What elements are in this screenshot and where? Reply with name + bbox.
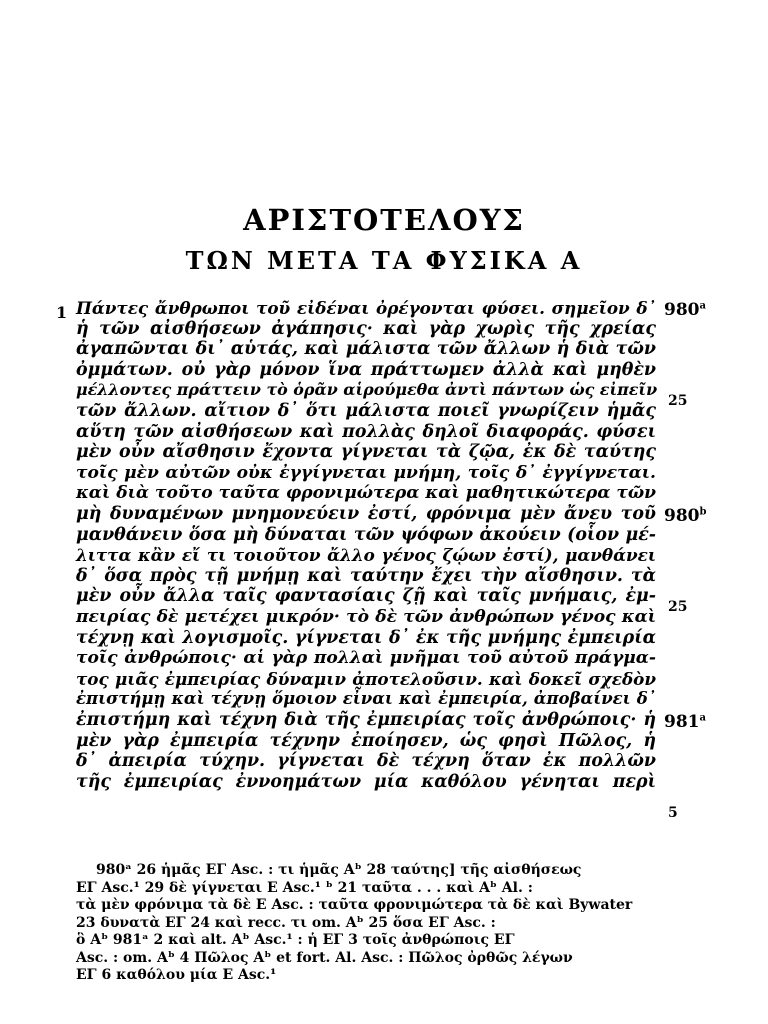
text-line: μέλλοντες πράττειν τὸ ὁρᾶν αἱρούμεθα ἀντὶ πάντων ὡς εἰπεῖν [76, 380, 658, 400]
apparatus-line: ὃ Aᵇ 981ᵃ 2 καὶ alt. Aᵇ Asc.¹ : ἡ ΕΓ 3 τοῖς ἀνθρώποις ΕΓ [76, 932, 515, 948]
line-number-25: 25 [668, 599, 688, 615]
text-line: αὕτη τῶν αἰσθήσεων καὶ πολλὰς δηλοῖ διαφοράς. φύσει [76, 421, 656, 442]
apparatus-line: 980ᵃ 26 ἡμᾶς ΕΓ Asc. : τι ἡμᾶς Aᵇ 28 ταύτης] τῆς αἰσθήσεως [96, 862, 582, 878]
text-line: καὶ διὰ τοῦτο ταῦτα φρονιμώτερα καὶ μαθητικώτερα τῶν [76, 483, 656, 504]
text-line: τοῖς μὲν αὐτῶν οὐκ ἐγγίγνεται μνήμη, τοῖς δ᾽ ἐγγίγνεται. [76, 462, 656, 483]
text-line: τος μιᾶς ἐμπειρίας δύναμιν ἀποτελοῦσιν. καὶ δοκεῖ σχεδὸν [76, 668, 656, 689]
apparatus-line: 23 δυνατὰ ΕΓ 24 καὶ recc. τι om. Aᵇ 25 ὅσα ΕΓ Asc. : [76, 914, 496, 931]
margin-ref-981a: 981$^a$ [664, 712, 706, 732]
text-line: μὲν γὰρ ἐμπειρία τέχνην ἐποίησεν, ὡς φησὶ Πῶλος, ἡ [76, 730, 656, 751]
text-line: τέχνῃ καὶ λογισμοῖς. γίγνεται δ᾽ ἐκ τῆς μνήμης ἐμπειρία [76, 627, 656, 648]
text-line: ἐπιστήμη καὶ τέχνη διὰ τῆς ἐμπειρίας τοῖς ἀνθρώποις· ἡ [76, 710, 656, 730]
text-line: ὀμμάτων. οὐ γὰρ μόνον ἵνα πράττωμεν ἀλλὰ καὶ μηθὲν [76, 359, 656, 380]
text-line: δ᾽ ἀπειρία τύχην. γίγνεται δὲ τέχνη ὅταν ἐκ πολλῶν [76, 751, 656, 772]
text-line: ἐπιστήμῃ καὶ τέχνῃ ὅμοιον εἶναι καὶ ἐμπειρία, ἀποβαίνει δ᾽ [76, 689, 656, 709]
text-line: λιττα κἂν εἴ τι τοιοῦτον ἄλλο γένος ζῴων ἐστί), μανθάνει [76, 545, 656, 566]
text-line: τοῖς ἀνθρώποις· αἱ γὰρ πολλαὶ μνῆμαι τοῦ αὐτοῦ πράγμα- [76, 648, 656, 669]
text-line: πειρίας δὲ μετέχει μικρόν· τὸ δὲ τῶν ἀνθρώπων γένος καὶ [76, 607, 656, 627]
work-title: ΤΩΝ ΜΕΤΑ ΤΑ ΦΥΣΙΚΑ Α [185, 246, 583, 275]
text-line: τῶν ἄλλων. αἴτιον δ᾽ ὅτι μάλιστα ποιεῖ γνωρίζειν ἡμᾶς [76, 401, 656, 421]
chapter-number: 1 [56, 303, 68, 322]
margin-ref-980a: 980$^a$ [664, 300, 706, 320]
line-number-5: 5 [668, 805, 678, 821]
apparatus-line: ΕΓ 6 καθόλου μία E Asc.¹ [76, 967, 277, 983]
margin-ref-980b: 980$^b$ [664, 506, 707, 526]
text-line: ἀγαπῶνται δι᾽ αὑτάς, καὶ μάλιστα τῶν ἄλλων ἡ διὰ τῶν [76, 339, 656, 360]
apparatus-line: τὰ μὲν φρόνιμα τὰ δὲ E Asc. : ταῦτα φρονιμώτερα τὰ δὲ καὶ Bywater [76, 897, 633, 913]
apparatus-line: Asc. : om. Aᵇ 4 Πῶλος Aᵇ et fort. Al. Asc. : Πῶλος ὀρθῶς λέγων [76, 949, 573, 966]
text-line: μὴ δυναμένων μνημονεύειν ἐστί, φρόνιμα μὲν ἄνευ τοῦ [76, 504, 656, 524]
text-line: τῆς ἐμπειρίας ἐννοημάτων μία καθόλου γένηται περὶ [76, 771, 656, 792]
text-line: Πάντες ἄνθρωποι τοῦ εἰδέναι ὀρέγονται φύσει. σημεῖον δ᾽ [76, 298, 656, 318]
apparatus-line: ΕΓ Asc.¹ 29 δὲ γίγνεται E Asc.¹ ᵇ 21 ταῦτα . . . καὶ Aᵇ Al. : [76, 879, 533, 896]
text-line: μὲν οὖν αἴσθησιν ἔχοντα γίγνεται τὰ ζῷα, ἐκ δὲ ταύτης [76, 442, 656, 463]
text-line: μὲν οὖν ἄλλα ταῖς φαντασίαις ζῇ καὶ ταῖς μνήμαις, ἐμ- [76, 586, 656, 607]
text-line: δ᾽ ὅσα πρὸς τῇ μνήμῃ καὶ ταύτην ἔχει τὴν αἴσθησιν. τὰ [76, 565, 656, 586]
line-number-25: 25 [668, 393, 688, 409]
text-line: μανθάνειν ὅσα μὴ δύναται τῶν ψόφων ἀκούειν (οἷον μέ- [76, 524, 656, 545]
text-line: ἡ τῶν αἰσθήσεων ἀγάπησις· καὶ γὰρ χωρὶς τῆς χρείας [76, 318, 656, 339]
author-title: ΑΡΙΣΤΟΤΕΛΟΥΣ [243, 203, 525, 237]
